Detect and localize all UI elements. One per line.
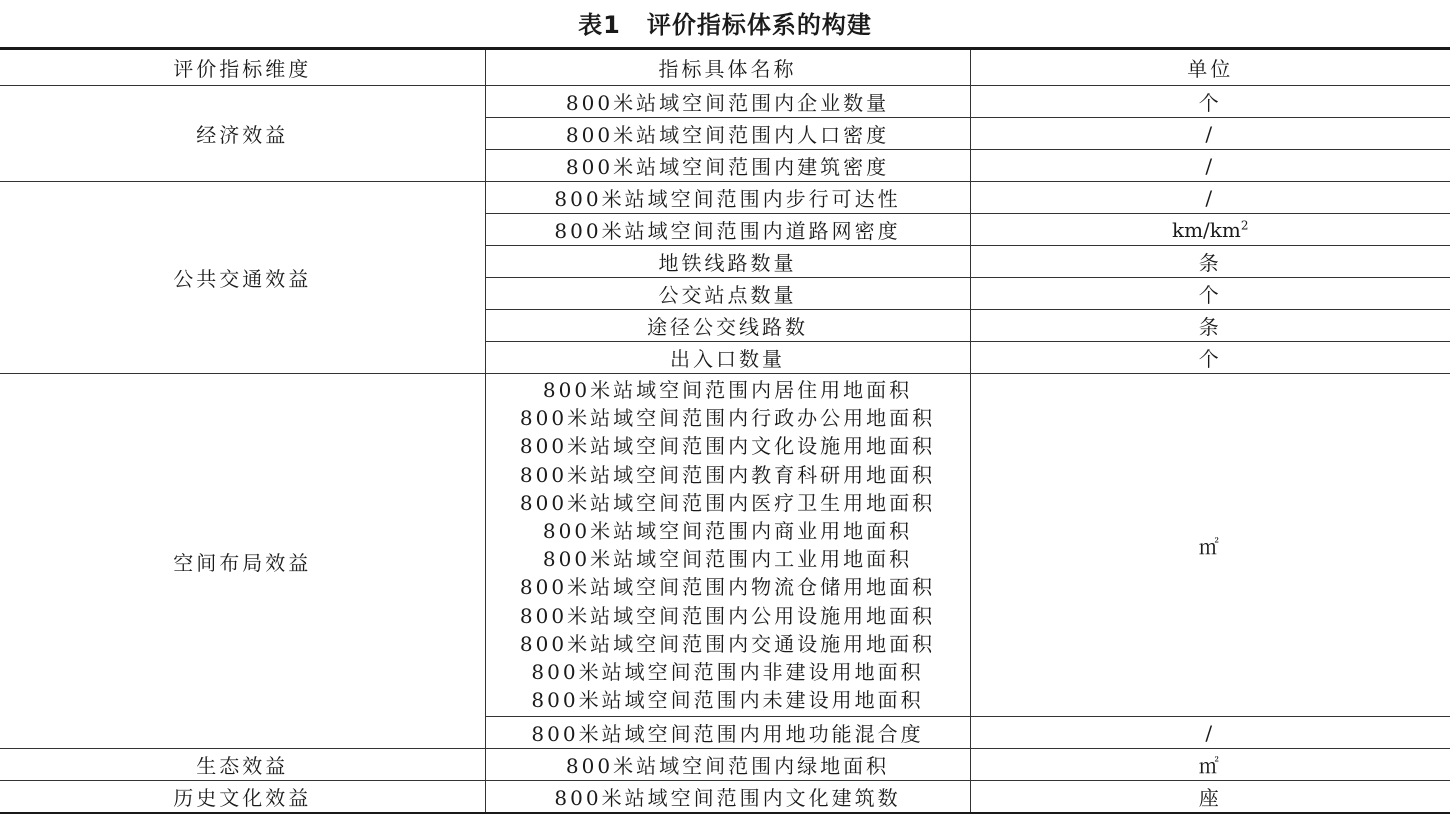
table-row (0, 781, 1450, 814)
indicator-cell: 800米站域空间范围内道路网密度 (485, 214, 970, 246)
indicator-land-use-list (485, 374, 970, 717)
indicator-cell: 800米站域空间范围内绿地面积 (485, 749, 970, 781)
indicator-cell: 公交站点数量 (485, 278, 970, 310)
header-row (0, 49, 1450, 86)
dimension-spatial: 空间布局效益 (0, 374, 485, 749)
unit-cell: ㎡ (970, 374, 1450, 717)
unit-cell: ㎡ (970, 749, 1450, 781)
table-row (0, 749, 1450, 781)
unit-cell: / (970, 182, 1450, 214)
indicator-line: 800米站域空间范围内非建设用地面积 (531, 659, 924, 684)
indicator-cell: 地铁线路数量 (485, 246, 970, 278)
header-dimension: 评价指标维度 (0, 49, 485, 86)
header-unit: 单位 (970, 49, 1450, 86)
dimension-ecological: 生态效益 (0, 749, 485, 781)
table-number: 表1 (578, 11, 621, 39)
indicator-line: 800米站域空间范围内工业用地面积 (542, 547, 913, 572)
table-row (0, 182, 1450, 214)
indicator-line: 800米站域空间范围内教育科研用地面积 (519, 462, 936, 487)
unit-cell: 个 (970, 342, 1450, 374)
indicator-cell: 800米站域空间范围内步行可达性 (485, 182, 970, 214)
indicator-line: 800米站域空间范围内商业用地面积 (542, 518, 913, 543)
indicator-cell: 800米站域空间范围内人口密度 (485, 118, 970, 150)
indicator-cell: 800米站域空间范围内文化建筑数 (485, 781, 970, 814)
dimension-historical: 历史文化效益 (0, 781, 485, 814)
indicator-cell: 出入口数量 (485, 342, 970, 374)
indicator-cell: 途径公交线路数 (485, 310, 970, 342)
table-row (0, 86, 1450, 118)
indicator-line: 800米站域空间范围内物流仓储用地面积 (519, 575, 936, 600)
table-title: 评价指标体系的构建 (646, 11, 872, 39)
header-indicator: 指标具体名称 (485, 49, 970, 86)
indicator-line: 800米站域空间范围内医疗卫生用地面积 (519, 490, 936, 515)
table-row (0, 374, 1450, 717)
unit-km: km/km (1171, 217, 1241, 242)
unit-cell: 个 (970, 278, 1450, 310)
unit-cell: / (970, 717, 1450, 749)
dimension-economic: 经济效益 (0, 86, 485, 182)
unit-cell: 个 (970, 86, 1450, 118)
indicator-line: 800米站域空间范围内未建设用地面积 (531, 688, 924, 713)
indicator-line: 800米站域空间范围内居住用地面积 (542, 378, 913, 402)
indicator-line: 800米站域空间范围内公用设施用地面积 (519, 603, 936, 628)
indicator-line: 800米站域空间范围内交通设施用地面积 (519, 631, 936, 656)
dimension-transit: 公共交通效益 (0, 182, 485, 374)
indicator-line: 800米站域空间范围内行政办公用地面积 (519, 406, 936, 431)
unit-cell: / (970, 118, 1450, 150)
unit-cell: / (970, 150, 1450, 182)
unit-cell: 条 (970, 310, 1450, 342)
unit-km-superscript: 2 (1240, 217, 1249, 232)
unit-cell: 座 (970, 781, 1450, 814)
unit-cell: 条 (970, 246, 1450, 278)
indicator-cell: 800米站域空间范围内企业数量 (485, 86, 970, 118)
indicator-cell: 800米站域空间范围内建筑密度 (485, 150, 970, 182)
unit-cell (970, 214, 1450, 246)
table-caption (0, 8, 1450, 42)
indicator-line: 800米站域空间范围内文化设施用地面积 (519, 434, 936, 459)
indicator-table (0, 47, 1450, 814)
indicator-cell: 800米站域空间范围内用地功能混合度 (485, 717, 970, 749)
